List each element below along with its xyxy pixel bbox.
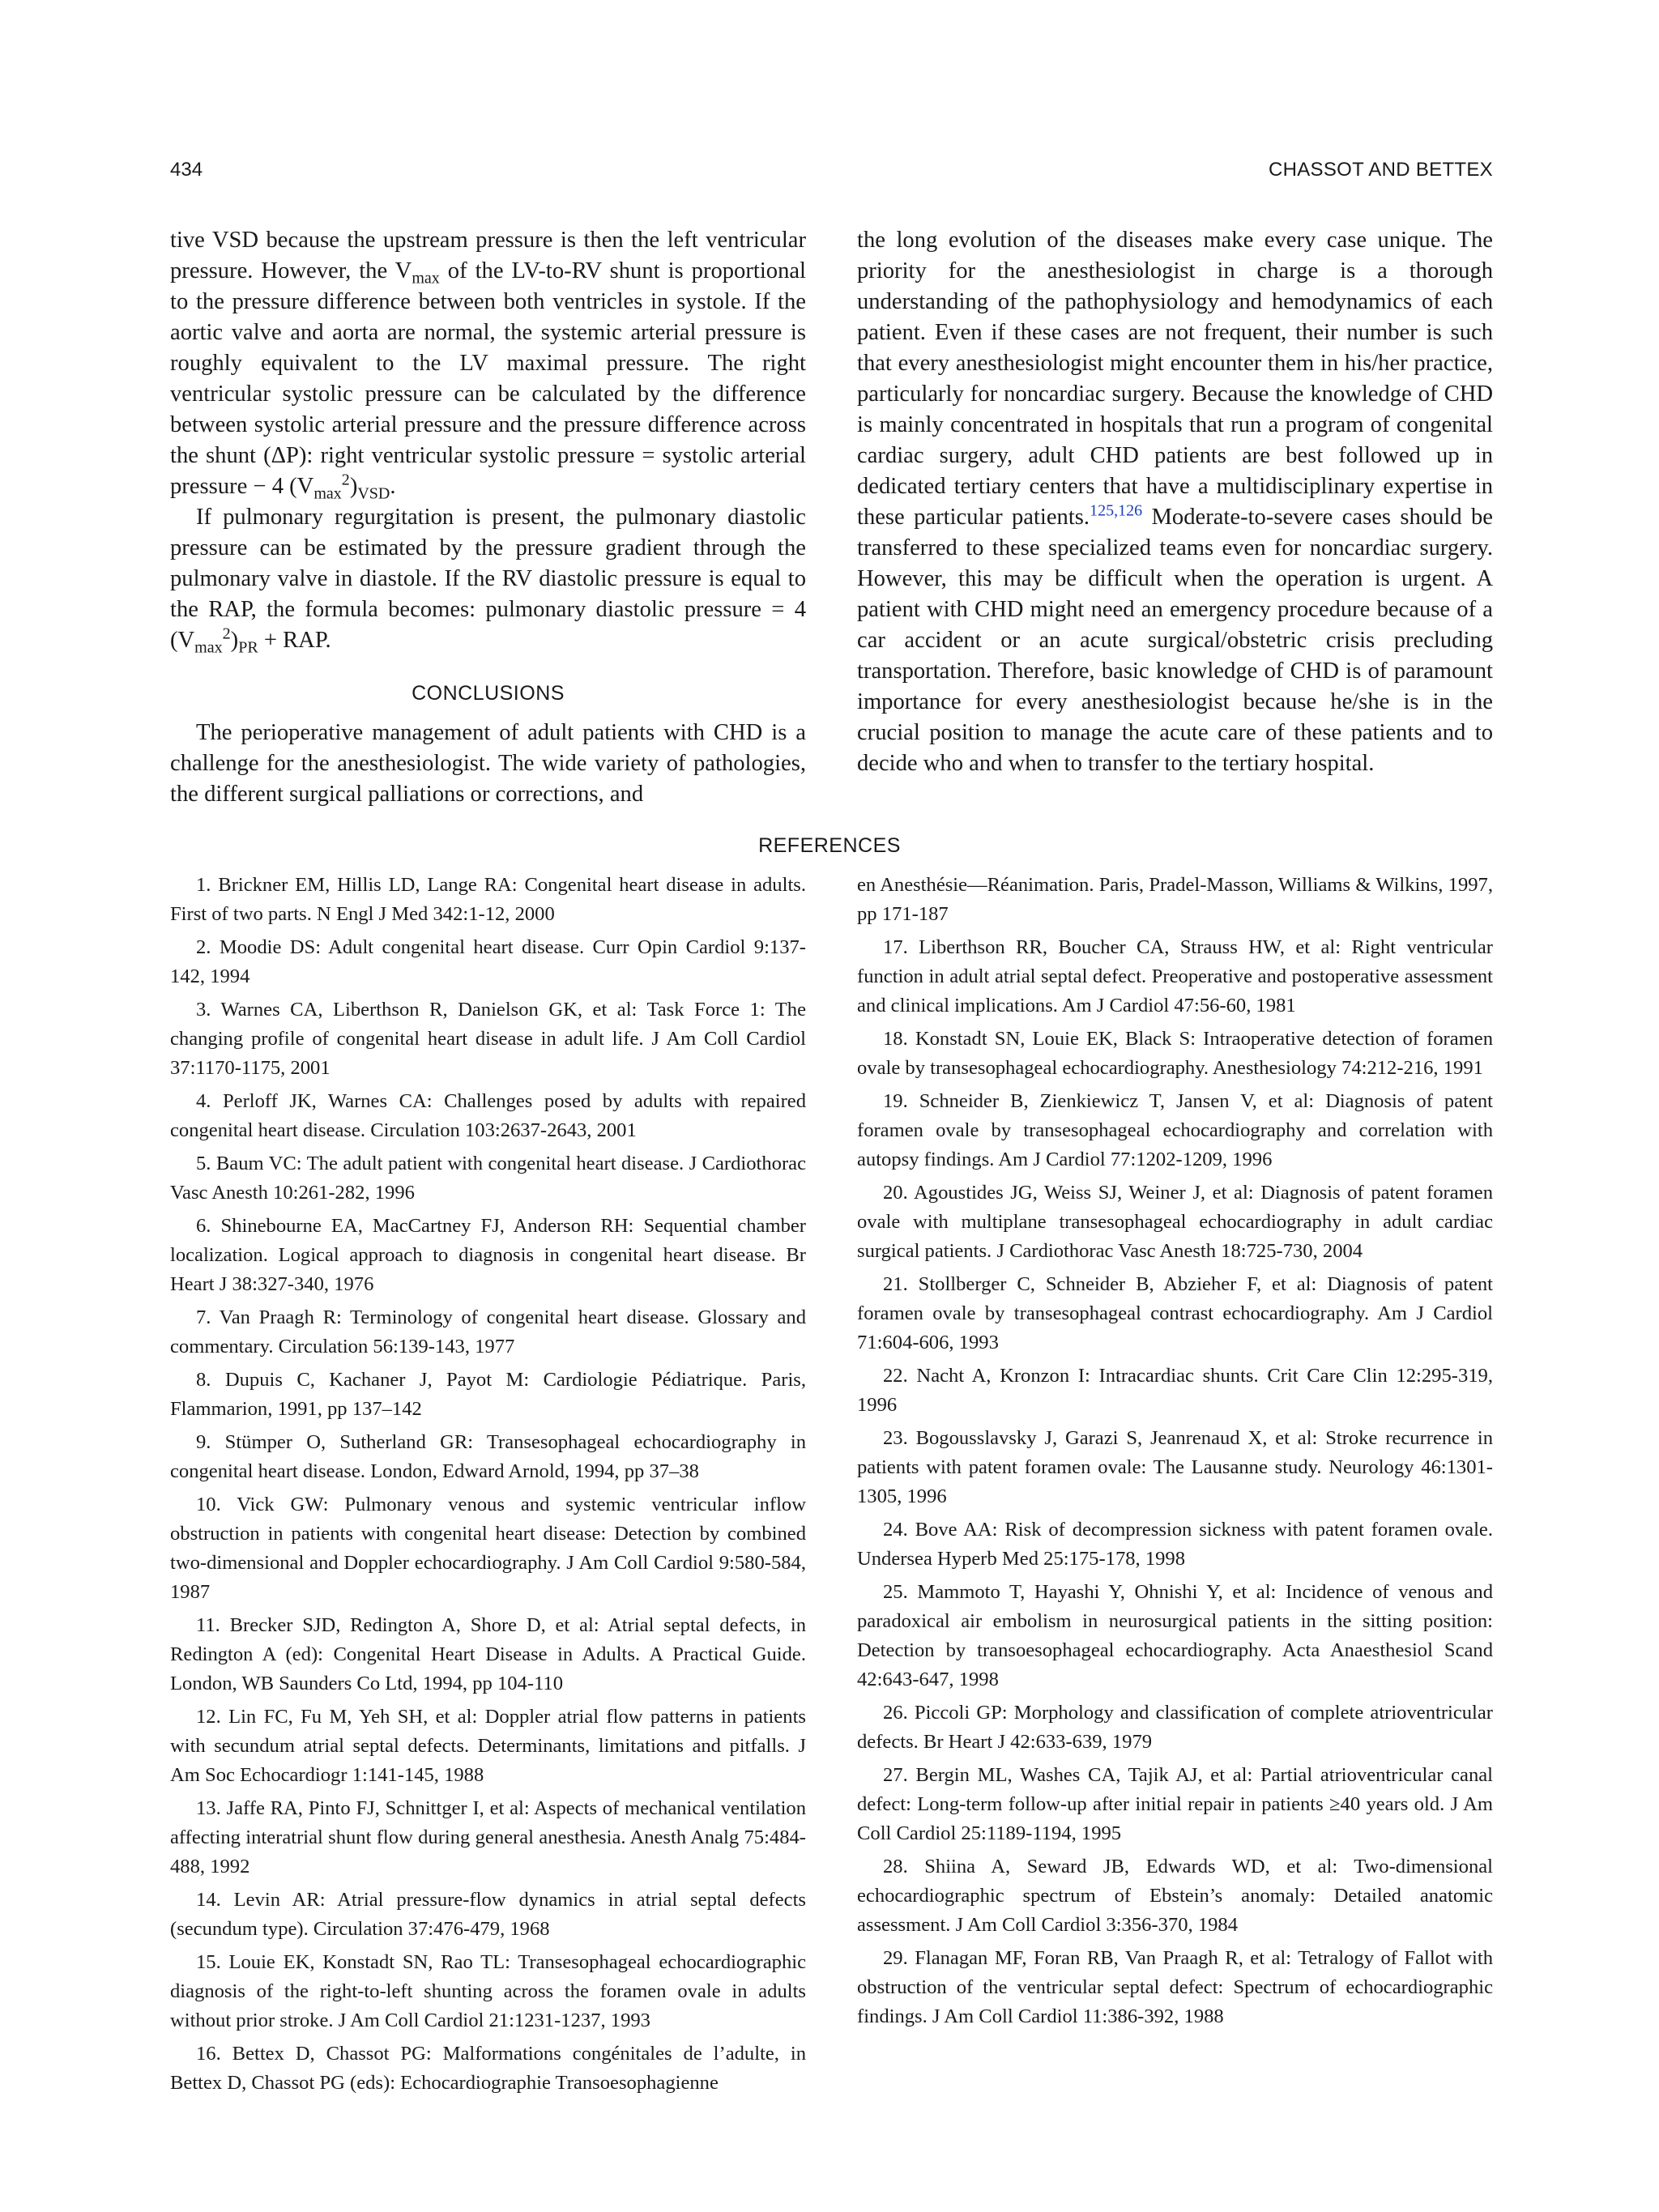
citation-link[interactable]: 125,126 — [1090, 501, 1143, 520]
reference-item: 8. Dupuis C, Kachaner J, Payot M: Cardiologie Pédiatrique. Paris, Flammarion, 1991, pp 137–142 — [170, 1369, 806, 1420]
reference-item: 19. Schneider B, Zienkiewicz T, Jansen V, et al: Diagnosis of patent foramen ovale by transesophageal echocardiography and correlation with autopsy findings. Am J Cardiol 77:1202-1209, 1996 — [857, 1090, 1493, 1170]
paragraph-vsd-pressure: tive VSD because the upstream pressure is then the left ventricular pressure. However, the $V_{max}$ of the LV-to-RV shunt is proportional to the pressure difference between both ventricles in systole. If the aortic valve and aorta are normal, the systemic arterial pressure is roughly equivalent to the LV maximal pressure. The right ventricular systolic pressure can be calculated by the difference between systolic arterial pressure and the pressure difference across the shunt (ΔP): right ventricular systolic pressure = systolic arterial pressure − 4 $(V_{max}^2)_{VSD}$. — [170, 228, 806, 503]
reference-item: 1. Brickner EM, Hillis LD, Lange RA: Congenital heart disease in adults. First of two parts. N Engl J Med 342:1-12, 2000 — [170, 874, 806, 925]
reference-item: 15. Louie EK, Konstadt SN, Rao TL: Transesophageal echocardiographic diagnosis of the right-to-left shunting across the foramen ovale in adults without prior stroke. J Am Coll Cardiol 21:1231-1237, 1993 — [170, 1951, 806, 2031]
reference-item: 10. Vick GW: Pulmonary venous and systemic ventricular inflow obstruction in patients with congenital heart disease: Detection by combined two-dimensional and Doppler echocardiography. J Am Coll Cardiol 9:580-584, 1987 — [170, 1494, 806, 1603]
reference-item: 27. Bergin ML, Washes CA, Tajik AJ, et al: Partial atrioventricular canal defect: Long-term follow-up after initial repair in patients ≥40 years old. J Am Coll Cardiol 25:1189-1194, 1995 — [857, 1764, 1493, 1844]
conclusions-heading: CONCLUSIONS — [412, 682, 565, 705]
reference-item: 20. Agoustides JG, Weiss SJ, Weiner J, et al: Diagnosis of patent foramen ovale with multiplane transesophageal echocardiography in adult cardiac surgical patients. J Cardiothorac Vasc Anesth 18:725-730, 2004 — [857, 1182, 1493, 1262]
reference-item: 26. Piccoli GP: Morphology and classification of complete atrioventricular defects. Br Heart J 42:633-639, 1979 — [857, 1702, 1493, 1753]
reference-item: 21. Stollberger C, Schneider B, Abzieher F, et al: Diagnosis of patent foramen ovale by transesophageal contrast echocardiography. Am J Cardiol 71:604-606, 1993 — [857, 1273, 1493, 1353]
reference-item: 7. Van Praagh R: Terminology of congenital heart disease. Glossary and commentary. Circulation 56:139-143, 1977 — [170, 1306, 806, 1357]
reference-item: 6. Shinebourne EA, MacCartney FJ, Anderson RH: Sequential chamber localization. Logical approach to diagnosis in congenital heart disease. Br Heart J 38:327-340, 1976 — [170, 1215, 806, 1295]
reference-item: 29. Flanagan MF, Foran RB, Van Praagh R, et al: Tetralogy of Fallot with obstruction of the ventricular septal defect: Spectrum of echocardiographic findings. J Am Coll Cardiol 11:386-392, 1988 — [857, 1947, 1493, 2027]
reference-item: 16. Bettex D, Chassot PG: Malformations congénitales de l’adulte, in Bettex D, Chassot PG (eds): Echocardiographie Transoesophagienne — [170, 2043, 806, 2094]
reference-item: 3. Warnes CA, Liberthson R, Danielson GK, et al: Task Force 1: The changing profile of congenital heart disease in adult life. J Am Coll Cardiol 37:1170-1175, 2001 — [170, 999, 806, 1079]
body-column-left — [170, 225, 806, 810]
reference-item: 5. Baum VC: The adult patient with congenital heart disease. J Cardiothorac Vasc Anesth 10:261-282, 1996 — [170, 1153, 806, 1204]
reference-item: 24. Bove AA: Risk of decompression sickness with patent foramen ovale. Undersea Hyperb Med 25:175-178, 1998 — [857, 1519, 1493, 1570]
reference-continuation: en Anesthésie—Réanimation. Paris, Pradel-Masson, Williams & Wilkins, 1997, pp 171-187 — [857, 874, 1493, 925]
reference-item: 22. Nacht A, Kronzon I: Intracardiac shunts. Crit Care Clin 12:295-319, 1996 — [857, 1365, 1493, 1416]
paragraph-conclusions-continued: the long evolution of the diseases make every case unique. The priority for the anesthesiologist in charge is a thorough understanding of the pathophysiology and hemodynamics of each patient. Even if these cases are not frequent, their number is such that every anesthesiologist might encounter them in his/her practice, particularly for noncardiac surgery. Because the knowledge of CHD is mainly concentrated in hospitals that run a program of congenital cardiac surgery, adult CHD patients are best followed up in dedicated tertiary centers that have a multidisciplinary expertise in these particular patients.$^{125,126}$ Moderate-to-severe cases should be transferred to these specialized teams even for noncardiac surgery. However, this may be difficult when the operation is urgent. A patient with CHD might need an emergency procedure because of a car accident or an acute surgical/obstetric crisis precluding transportation. Therefore, basic knowledge of CHD is of paramount importance for every anesthesiologist because he/she is in the crucial position to manage the acute care of these patients and to decide who and when to transfer to the tertiary hospital. — [857, 228, 1493, 776]
reference-item: 18. Konstadt SN, Louie EK, Black S: Intraoperative detection of foramen ovale by transesophageal echocardiography. Anesthesiology 74:212-216, 1991 — [857, 1028, 1493, 1079]
paragraph-pulmonary-regurgitation: If pulmonary regurgitation is present, the pulmonary diastolic pressure can be estimated by the pressure gradient through the pulmonary valve in diastole. If the RV diastolic pressure is equal to the RAP, the formula becomes: pulmonary diastolic pressure = 4 $(V_{max}^2)_{PR}$ + RAP. — [170, 505, 806, 657]
reference-item: 17. Liberthson RR, Boucher CA, Strauss HW, et al: Right ventricular function in adult atrial septal defect. Preoperative and postoperative assessment and clinical implications. Am J Cardiol 47:56-60, 1981 — [857, 936, 1493, 1016]
reference-item: 11. Brecker SJD, Redington A, Shore D, et al: Atrial septal defects, in Redington A (ed): Congenital Heart Disease in Adults. A Practical Guide. London, WB Saunders Co Ltd, 1994, pp 104-110 — [170, 1614, 806, 1694]
reference-item: 9. Stümper O, Sutherland GR: Transesophageal echocardiography in congenital heart disease. London, Edward Arnold, 1994, pp 37–38 — [170, 1431, 806, 1482]
reference-item: 13. Jaffe RA, Pinto FJ, Schnittger I, et al: Aspects of mechanical ventilation affecting interatrial shunt flow during general anesthesia. Anesth Analg 75:484-488, 1992 — [170, 1797, 806, 1877]
reference-item: 23. Bogousslavsky J, Garazi S, Jeanrenaud X, et al: Stroke recurrence in patients with patent foramen ovale: The Lausanne study. Neurology 46:1301-1305, 1996 — [857, 1427, 1493, 1507]
references-column-left — [170, 871, 806, 2102]
reference-item: 4. Perloff JK, Warnes CA: Challenges posed by adults with repaired congenital heart disease. Circulation 103:2637-2643, 2001 — [170, 1090, 806, 1141]
reference-item: 25. Mammoto T, Hayashi Y, Ohnishi Y, et al: Incidence of venous and paradoxical air embolism in neurosurgical patients in the sitting position: Detection by transoesophageal echocardiography. Acta Anaesthesiol Scand 42:643-647, 1998 — [857, 1581, 1493, 1690]
reference-item: 12. Lin FC, Fu M, Yeh SH, et al: Doppler atrial flow patterns in patients with secundum atrial septal defects. Determinants, limitations and pitfalls. J Am Soc Echocardiogr 1:141-145, 1988 — [170, 1706, 806, 1786]
page-number: 434 — [170, 159, 203, 181]
running-head-authors: CHASSOT AND BETTEX — [1268, 159, 1493, 181]
body-column-right — [857, 225, 1493, 779]
references-column-right — [857, 871, 1493, 2035]
running-head — [170, 159, 1493, 183]
references-heading: REFERENCES — [758, 834, 901, 857]
reference-item: 14. Levin AR: Atrial pressure-flow dynamics in atrial septal defects (secundum type). Circulation 37:476-479, 1968 — [170, 1889, 806, 1940]
paragraph-conclusions: The perioperative management of adult patients with CHD is a challenge for the anesthesiologist. The wide variety of pathologies, the different surgical palliations or corrections, and — [170, 720, 806, 807]
reference-item: 2. Moodie DS: Adult congenital heart disease. Curr Opin Cardiol 9:137-142, 1994 — [170, 936, 806, 987]
reference-item: 28. Shiina A, Seward JB, Edwards WD, et al: Two-dimensional echocardiographic spectrum of Ebstein’s anomaly: Detailed anatomic assessment. J Am Coll Cardiol 3:356-370, 1984 — [857, 1856, 1493, 1936]
